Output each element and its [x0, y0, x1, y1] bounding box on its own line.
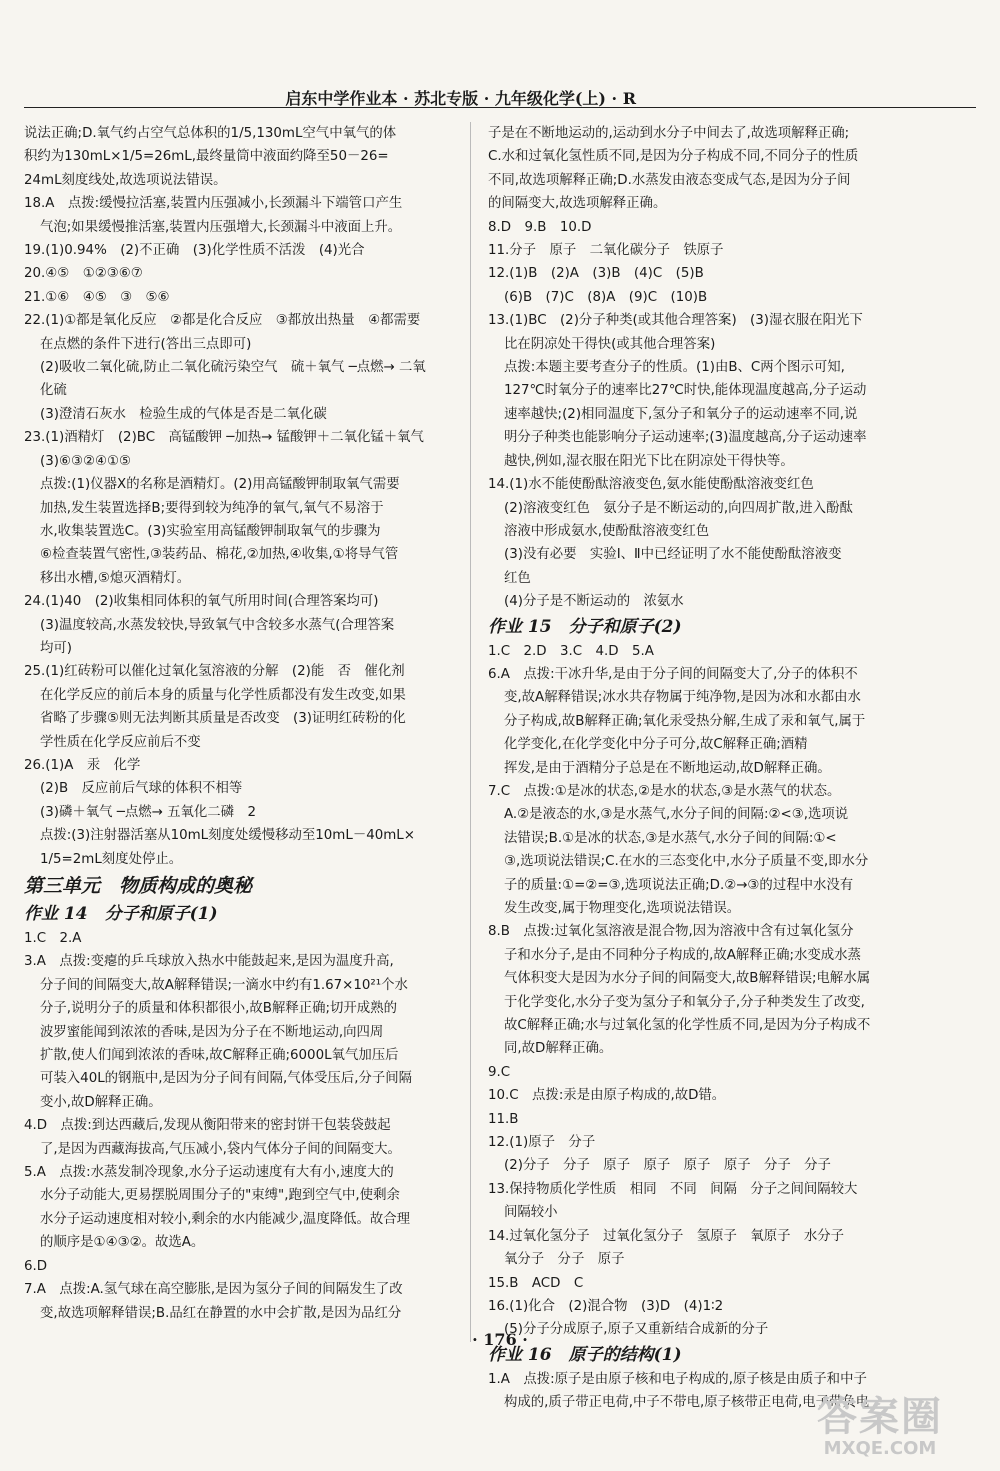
answer-line: 挥发,是由于酒精分子总是在不断地运动,故D解释正确。: [504, 760, 831, 776]
answer-line: 波罗蜜能闻到浓浓的香味,是因为分子在不断地运动,向四周: [40, 1024, 384, 1040]
answer-line: 溶液中形成氨水,使酚酞溶液变红色: [504, 523, 710, 539]
answer-line: 在化学反应的前后本身的质量与化学性质都没有发生改变,如果: [40, 687, 406, 703]
answer-line: 越快,例如,湿衣服在阳光下比在阴凉处干得快等。: [504, 453, 794, 469]
answer-line: 3.A 点拨:变瘪的乒乓球放入热水中能鼓起来,是因为温度升高,: [24, 954, 394, 970]
unit-heading: 第三单元 物质构成的奥秘: [24, 875, 253, 897]
answer-line: 21.①⑥ ④⑤ ③ ⑤⑥: [24, 289, 170, 305]
answer-line: 气体积变大是因为水分子间的间隔变大,故B解释错误;电解水属: [504, 971, 871, 987]
answer-line: 1.C 2.D 3.C 4.D 5.A: [488, 643, 654, 659]
answer-line: 扩散,使人们闻到浓浓的香味,故C解释正确;6000L氧气加压后: [40, 1048, 399, 1064]
answer-line: (3)⑥③②④①⑤: [40, 453, 131, 469]
homework-heading: 作业 15 分子和原子(2): [488, 616, 682, 637]
answer-line: 子和水分子,是由不同种分子构成的,故A解释正确;水变成水蒸: [504, 947, 861, 963]
answer-line: 变小,故D解释正确。: [40, 1094, 162, 1110]
answer-line: (5)分子分成原子,原子又重新结合成新的分子: [504, 1322, 769, 1338]
answer-line: 同,故D解释正确。: [504, 1041, 613, 1057]
answer-line: 积约为130mL×1/5=26mL,最终量筒中液面约降至50－26=: [24, 149, 389, 165]
answer-line: 8.B 点拨:过氧化氢溶液是混合物,因为溶液中含有过氧化氢分: [488, 924, 854, 940]
answer-line: 点拨:(1)仪器X的名称是酒精灯。(2)用高锰酸钾制取氧气需要: [40, 477, 400, 493]
answer-line: 化学变化,在化学变化中分子可分,故C解释正确;酒精: [504, 737, 808, 753]
answer-line: 16.(1)化合 (2)混合物 (3)D (4)1∶2: [488, 1298, 724, 1314]
answer-line: 点拨:(3)注射器活塞从10mL刻度处缓慢移动至10mL－40mL×: [40, 828, 415, 844]
answer-line: (2)分子 分子 原子 原子 原子 原子 分子 分子: [504, 1158, 831, 1174]
answer-line: 1.A 点拨:原子是由原子核和电子构成的,原子核是由质子和中子: [488, 1371, 867, 1387]
answer-line: 明分子种类也能影响分子运动速率;(3)温度越高,分子运动速率: [504, 430, 867, 446]
answer-line: 化硫: [40, 383, 67, 399]
answer-line: 点拨:本题主要考查分子的性质。(1)由B、C两个图示可知,: [504, 360, 845, 376]
answer-line: 6.D: [24, 1258, 48, 1274]
answer-line: 水,收集装置选C。(3)实验室用高锰酸钾制取氧气的步骤为: [40, 523, 381, 539]
answer-line: 间隔较小: [504, 1205, 558, 1221]
right-column: [488, 122, 968, 1415]
answer-line: 20.④⑤ ①②③⑥⑦: [24, 266, 143, 282]
watermark-logo: [780, 1395, 980, 1459]
answer-line: 4.D 点拨:到达西藏后,发现从衡阳带来的密封饼干包装袋鼓起: [24, 1118, 391, 1134]
answer-line: 12.(1)原子 分子: [488, 1135, 596, 1151]
answer-line: 5.A 点拨:水蒸发制冷现象,水分子运动速度有大有小,速度大的: [24, 1165, 394, 1181]
homework-heading: 作业 16 原子的结构(1): [488, 1344, 682, 1365]
answer-line: 不同,故选项解释正确;D.水蒸发由液态变成气态,是因为分子间: [488, 172, 851, 188]
answer-line: 11.分子 原子 二氧化碳分子 铁原子: [488, 243, 724, 259]
answer-line: 7.A 点拨:A.氢气球在高空膨胀,是因为氢分子间的间隔发生了改: [24, 1282, 403, 1298]
answer-line: 水分子运动速度相对较小,剩余的水内能减少,温度降低。故合理: [40, 1211, 411, 1227]
answer-line: 13.保持物质化学性质 相同 不同 间隔 分子之间间隔较大: [488, 1181, 858, 1197]
answer-line: 分子间的间隔变大,故A解释错误;一滴水中约有1.67×10²¹个水: [40, 977, 408, 993]
answer-line: 14.过氧化氢分子 过氧化氢分子 氢原子 氧原子 水分子: [488, 1228, 845, 1244]
page-number: · 176 ·: [472, 1330, 528, 1349]
answer-line: 1/5=2mL刻度处停止。: [40, 851, 183, 867]
answer-line: 18.A 点拨:缓慢拉活塞,装置内压强减小,长颈漏斗下端管口产生: [24, 196, 403, 212]
answer-line: 均可): [40, 640, 73, 656]
answer-line: 11.B: [488, 1111, 519, 1127]
answer-line: 于化学变化,水分子变为氢分子和氧分子,分子种类发生了改变,: [504, 994, 865, 1010]
answer-line: A.②是液态的水,③是水蒸气,水分子间的间隔:②<③,选项说: [504, 807, 849, 823]
answer-line: 速率越快;(2)相同温度下,氢分子和氧分子的运动速率不同,说: [504, 406, 858, 422]
answer-line: 23.(1)酒精灯 (2)BC 高锰酸钾 ─加热→ 锰酸钾＋二氧化锰＋氧气: [24, 430, 424, 446]
answer-line: 6.A 点拨:干冰升华,是由于分子间的间隔变大了,分子的体积不: [488, 666, 858, 682]
answer-line: 22.(1)①都是氧化反应 ②都是化合反应 ③都放出热量 ④都需要: [24, 313, 421, 329]
answer-line: 故C解释正确;水与过氧化氢的化学性质不同,是因为分子构成不: [504, 1018, 871, 1034]
answer-line: 127℃时氧分子的速率比27℃时快,能体现温度越高,分子运动: [504, 383, 867, 399]
answer-line: (3)没有必要 实验Ⅰ、Ⅱ中已经证明了水不能使酚酞溶液变: [504, 547, 842, 563]
answer-line: 可装入40L的钢瓶中,是因为分子间有间隔,气体受压后,分子间隔: [40, 1071, 413, 1087]
answer-line: 子是在不断地运动的,运动到水分子中间去了,故选项解释正确;: [488, 126, 850, 141]
answer-line: ③,选项说法错误;C.在水的三态变化中,水分子质量不变,即水分: [504, 854, 869, 870]
answer-line: 25.(1)红砖粉可以催化过氧化氢溶液的分解 (2)能 否 催化剂: [24, 664, 405, 680]
watermark-url: MXQE.COM: [823, 1438, 937, 1459]
answer-line: (3)澄清石灰水 检验生成的气体是否是二氧化碳: [40, 406, 327, 422]
answer-line: 发生改变,属于物理变化,选项说法错误。: [504, 901, 741, 916]
answer-line: 15.B ACD C: [488, 1275, 584, 1291]
answer-line: (3)温度较高,水蒸发较快,导致氧气中含较多水蒸气(合理答案: [40, 617, 395, 633]
answer-line: (2)B 反应前后气球的体积不相等: [40, 781, 243, 797]
answer-line: 氧分子 分子 原子: [504, 1252, 625, 1268]
answer-line: 9.C: [488, 1064, 511, 1080]
answer-line: 8.D 9.B 10.D: [488, 219, 592, 235]
answer-line: (6)B (7)C (8)A (9)C (10)B: [504, 289, 708, 305]
answer-line: 13.(1)BC (2)分子种类(或其他合理答案) (3)湿衣服在阳光下: [488, 313, 863, 329]
homework-heading: 作业 14 分子和原子(1): [24, 904, 218, 924]
answer-line: 省略了步骤⑤则无法判断其质量是否改变 (3)证明红砖粉的化: [40, 711, 406, 727]
answer-line: 水分子动能大,更易摆脱周围分子的"束缚",跑到空气中,使剩余: [40, 1188, 400, 1204]
answer-line: 的顺序是①④③②。故选A。: [40, 1235, 205, 1251]
answer-line: 7.C 点拨:①是冰的状态,②是水的状态,③是水蒸气的状态。: [488, 783, 841, 799]
answer-line: 19.(1)0.94% (2)不正确 (3)化学性质不活泼 (4)光合: [24, 243, 365, 259]
answer-line: 比在阴凉处干得快(或其他合理答案): [504, 336, 716, 352]
answer-line: (2)吸收二氧化硫,防止二氧化硫污染空气 硫＋氧气 ─点燃→ 二氧: [40, 360, 426, 376]
watermark-text: 答案圈: [817, 1394, 943, 1440]
answer-line: 气泡;如果缓慢推活塞,装置内压强增大,长颈漏斗中液面上升。: [40, 219, 402, 235]
left-column: [24, 122, 474, 1325]
answer-line: (2)溶液变红色 氨分子是不断运动的,向四周扩散,进入酚酞: [504, 500, 853, 516]
answer-line: 14.(1)水不能使酚酞溶液变色,氨水能使酚酞溶液变红色: [488, 477, 814, 493]
answer-line: 12.(1)B (2)A (3)B (4)C (5)B: [488, 266, 704, 282]
answer-line: ⑥检查装置气密性,③装药品、棉花,②加热,④收集,①将导气管: [40, 547, 399, 563]
answer-line: C.水和过氧化氢性质不同,是因为分子构成不同,不同分子的性质: [488, 149, 859, 165]
answer-line: 24mL刻度线处,故选项说法错误。: [24, 172, 227, 188]
answer-line: 说法正确;D.氧气约占空气总体积的1/5,130mL空气中氧气的体: [24, 126, 397, 141]
answer-line: 的间隔变大,故选项解释正确。: [488, 196, 667, 212]
answer-line: 变,故A解释错误;冰水共存物属于纯净物,是因为冰和水都由水: [504, 690, 861, 706]
answer-line: 26.(1)A 汞 化学: [24, 757, 141, 773]
running-header: 启东中学作业本 · 苏北专版 · 九年级化学(上) · R: [24, 86, 976, 108]
answer-line: (3)磷＋氧气 ─点燃→ 五氧化二磷 2: [40, 804, 256, 820]
answer-line: 移出水槽,⑤熄灭酒精灯。: [40, 570, 191, 586]
answer-line: 1.C 2.A: [24, 931, 82, 946]
answer-line: 在点燃的条件下进行(答出三点即可): [40, 336, 252, 352]
answer-line: 分子构成,故B解释正确;氧化汞受热分解,生成了汞和氧气,属于: [504, 713, 866, 729]
answer-line: 24.(1)40 (2)收集相同体积的氧气所用时间(合理答案均可): [24, 594, 379, 610]
answer-line: (4)分子是不断运动的 浓氨水: [504, 594, 684, 610]
answer-line: 加热,发生装置选择B;要得到较为纯净的氧气,氧气不易溶于: [40, 500, 384, 516]
answer-line: 子的质量:①=②=③,选项说法正确;D.②→③的过程中水没有: [504, 877, 854, 893]
answer-line: 红色: [504, 570, 531, 586]
answer-line: 了,是因为西藏海拔高,气压减小,袋内气体分子间的间隔变大。: [40, 1141, 401, 1157]
answer-line: 法错误;B.①是冰的状态,③是水蒸气,水分子间的间隔:①<: [504, 830, 837, 846]
answer-line: 分子,说明分子的质量和体积都很小,故B解释正确;切开成熟的: [40, 1001, 397, 1017]
answer-line: 变,故选项解释错误;B.品红在静置的水中会扩散,是因为品红分: [40, 1305, 402, 1321]
answer-line: 学性质在化学反应前后不变: [40, 734, 201, 750]
answer-line: 构成的,质子带正电荷,中子不带电,原子核带正电荷,电子带负电: [504, 1395, 870, 1411]
answer-line: 10.C 点拨:汞是由原子构成的,故D错。: [488, 1088, 726, 1104]
